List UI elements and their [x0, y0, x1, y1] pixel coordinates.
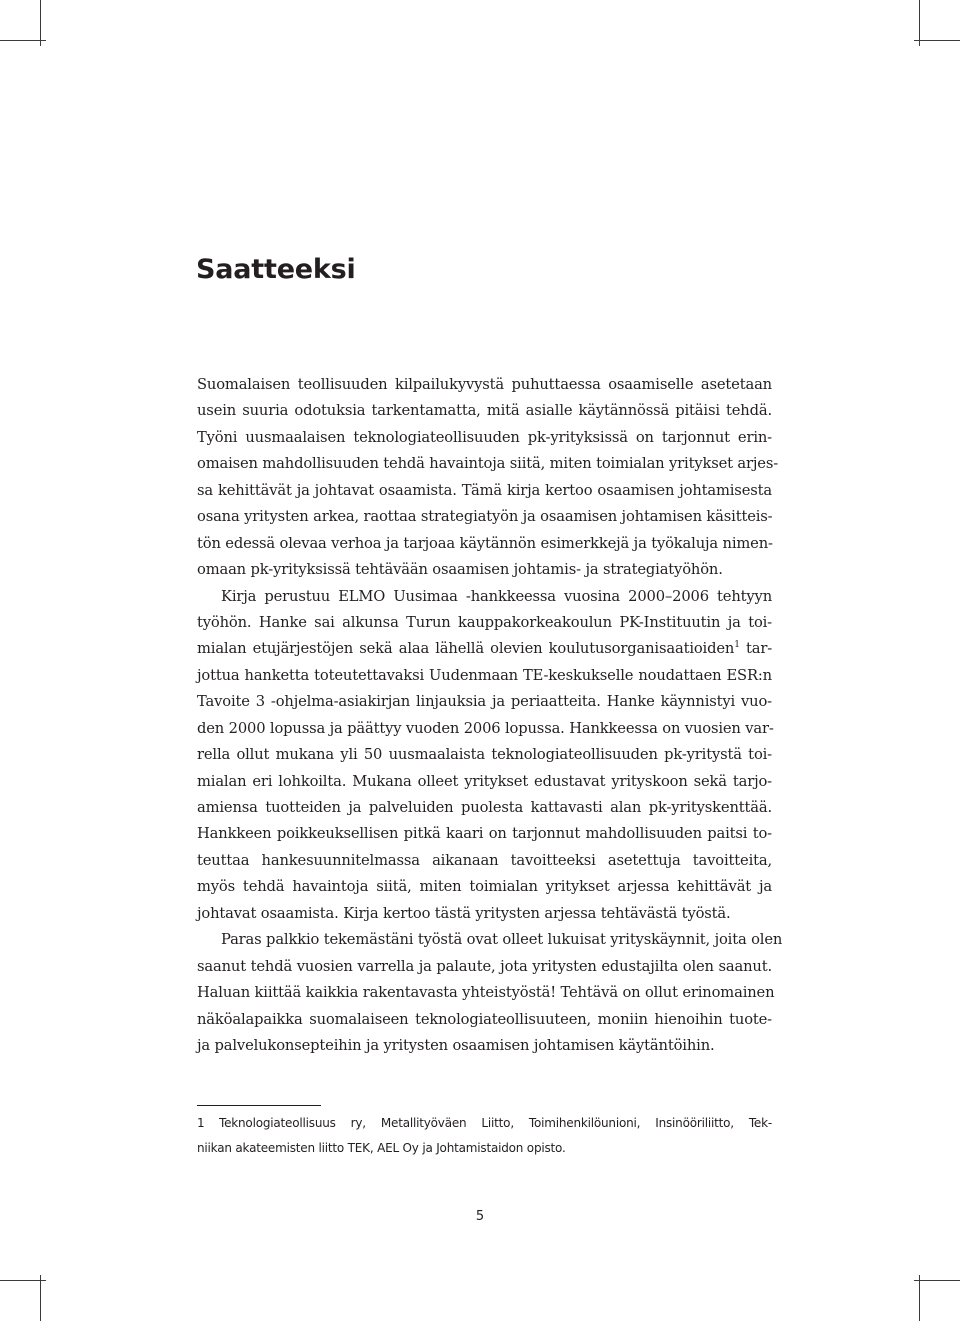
body-line: Tavoite 3 -ohjelma-asiakirjan linjauksia ja periaatteita. Hanke käynnistyi vuo-	[197, 693, 772, 711]
body-line: myös tehdä havaintoja siitä, miten toimialan yritykset arjessa kehittävät ja	[197, 878, 772, 896]
body-line: omaisen mahdollisuuden tehdä havaintoja siitä, miten toimialan yritykset arjes-	[197, 455, 779, 473]
crop-mark	[914, 1280, 960, 1281]
crop-mark	[40, 1275, 41, 1321]
body-line: johtavat osaamista. Kirja kertoo tästä yritysten arjessa tehtävästä työstä.	[197, 904, 731, 922]
body-line-text: tar-	[739, 640, 773, 658]
body-line: Haluan kiittää kaikkia rakentavasta yhteistyöstä! Tehtävä on ollut erinomainen	[197, 984, 775, 1002]
footnote-line	[197, 1111, 772, 1136]
footnote-line: niikan akateemisten liitto TEK, AEL Oy ja Johtamistaidon opisto.	[197, 1141, 566, 1155]
body-line: ja palvelukonsepteihin ja yritysten osaamisen johtamisen käytäntöihin.	[197, 1036, 715, 1054]
page-title: Saatteeksi	[196, 254, 356, 285]
body-line: jottua hanketta toteutettavaksi Uudenmaan TE-keskukselle noudattaen ESR:n	[197, 666, 772, 684]
footnote-divider	[197, 1105, 321, 1106]
body-line: Suomalaisen teollisuuden kilpailukyvystä puhuttaessa osaamiselle asetetaan	[197, 376, 772, 393]
body-line: Työni uusmaalaisen teknologiateollisuuden pk-yrityksissä on tarjonnut erin-	[197, 428, 772, 446]
body-text	[197, 372, 783, 1059]
body-line	[197, 636, 772, 662]
body-line: mialan eri lohkoilta. Mukana olleet yritykset edustavat yrityskoon sekä tarjo-	[197, 772, 772, 790]
body-line: Paras palkkio tekemästäni työstä ovat olleet lukuisat yrityskäynnit, joita olen	[221, 931, 783, 949]
body-line: teuttaa hankesuunnitelmassa aikanaan tavoitteeksi asetettuja tavoitteita,	[197, 851, 772, 869]
body-line: saanut tehdä vuosien varrella ja palaute, jota yritysten edustajilta olen saanut.	[197, 957, 772, 975]
body-line: den 2000 lopussa ja päättyy vuoden 2006 lopussa. Hankkeessa on vuosien var-	[197, 719, 774, 737]
footnote-reference[interactable]: 1	[734, 640, 740, 651]
body-line: usein suuria odotuksia tarkentamatta, mitä asialle käytännössä pitäisi tehdä.	[197, 402, 772, 420]
body-line: Kirja perustuu ELMO Uusimaa -hankkeessa vuosina 2000–2006 tehtyyn	[221, 587, 772, 605]
footnotes	[197, 1111, 772, 1161]
crop-mark	[914, 40, 960, 41]
crop-mark	[0, 40, 46, 41]
body-line: omaan pk-yrityksissä tehtävään osaamisen johtamis- ja strategiatyöhön.	[197, 561, 723, 579]
body-line: näköalapaikka suomalaiseen teknologiateollisuuteen, moniin hienoihin tuote-	[197, 1010, 772, 1028]
footnote-text: Teknologiateollisuus ry, Metallityöväen Liitto, Toimihenkilöunioni, Insinööriliitto, Tek-	[219, 1116, 772, 1130]
page-number: 5	[475, 1209, 485, 1224]
crop-mark	[919, 1275, 920, 1321]
crop-mark	[0, 1280, 46, 1281]
body-line: sa kehittävät ja johtavat osaamista. Tämä kirja kertoo osaamisen johtamisesta	[197, 481, 772, 499]
body-line: tön edessä olevaa verhoa ja tarjoaa käytännön esimerkkejä ja työkaluja nimen-	[197, 534, 773, 552]
body-line: rella ollut mukana yli 50 uusmaalaista teknologiateollisuuden pk-yritystä toi-	[197, 746, 772, 764]
footnote-number: 1	[197, 1116, 205, 1130]
body-line: amiensa tuotteiden ja palveluiden puolesta kattavasti alan pk-yrityskenttää.	[197, 799, 772, 816]
body-line-text: mialan etujärjestöjen sekä alaa lähellä olevien koulutusorganisaatioiden	[197, 640, 735, 658]
body-line: työhön. Hanke sai alkunsa Turun kauppakorkeakoulun PK-Instituutin ja toi-	[197, 613, 772, 631]
body-line: osana yritysten arkea, raottaa strategiatyön ja osaamisen johtamisen käsitteis-	[197, 508, 773, 526]
body-line: Hankkeen poikkeuksellisen pitkä kaari on tarjonnut mahdollisuuden paitsi to-	[197, 825, 772, 843]
